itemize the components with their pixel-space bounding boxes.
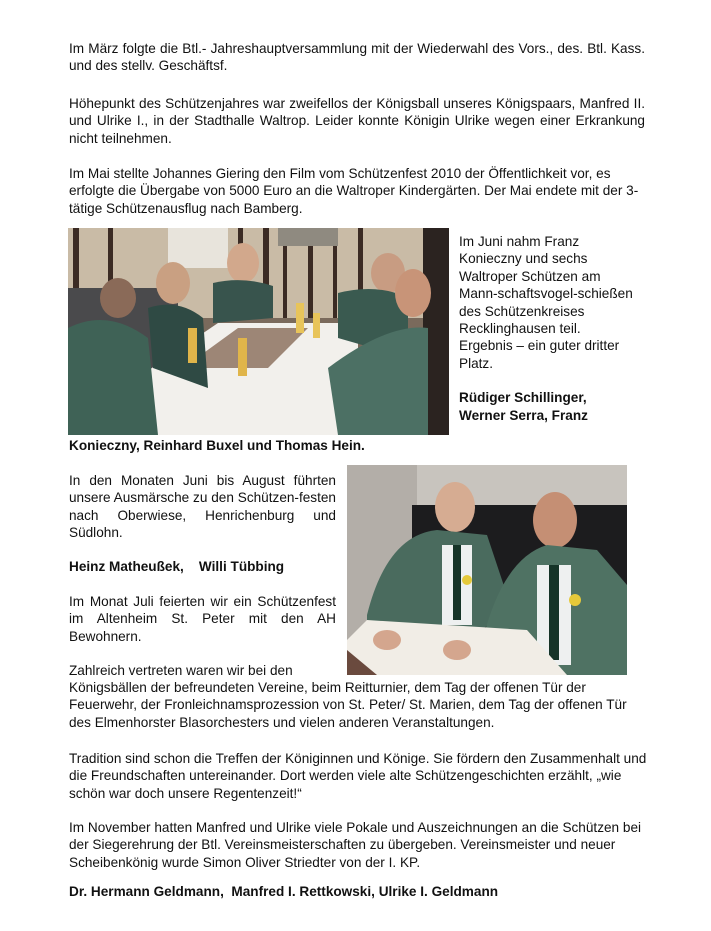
paragraph-zahlreich-part1: Zahlreich vertreten waren wir bei den — [69, 663, 293, 678]
paragraph-mai: Im Mai stellte Johannes Giering den Film vom Schützenfest 2010 der Öffentlichkeit vor, es erfolgte die Übergabe von 5000 Euro an die Waltroper Kindergärten. Der Mai endete mit der 3-tätige Schützenausflug nach Bamberg. — [69, 166, 639, 216]
paragraph-tradition: Tradition sind schon die Treffen der Königinnen und Könige. Sie fördern den Zusammenhalt und die Freundschaften untereinander. Dort werden viele alte Schützengeschichten erzählt, „wie schön war doch unsere Regentenzeit!“ — [69, 751, 647, 801]
photo-group-table — [68, 228, 449, 435]
sidebar-text-juni — [459, 233, 634, 424]
photo-two-men — [347, 465, 627, 675]
paragraph-november: Im November hatten Manfred und Ulrike viele Pokale und Auszeichnungen an die Schützen bei der Siegerehrung der Btl. Vereinsmeisterschaften zu übergeben. Vereinsmeister und neuer Scheibenkönig wurde Simon Oliver Striedter von der I. KP. — [69, 820, 642, 870]
paragraph-zahlreich-part2: Königsbällen der befreundeten Vereine, beim Reitturnier, dem Tag der offenen Tür der Feuerwehr, der Fronleichnamsprozession von St. Peter/ St. Marien, dem Tag der offenen Tür des Elmenhorster Blasorchesters und vielen anderen Veranstaltungen. — [69, 680, 627, 730]
two-men-photo-image — [347, 465, 627, 675]
paragraph-juni: Im Juni nahm Franz Konieczny und sechs Waltroper Schützen am Mann-schaftsvogel-schießen des Schützenkreises Recklinghausen teil. Ergebnis – ein guter dritter Platz. — [459, 234, 633, 371]
paragraph-juli: Im Monat Juli feierten wir ein Schützenfest im Altenheim St. Peter mit den AH Bewohnern. — [69, 594, 336, 644]
juni-authors-part2: Konieczny, Reinhard Buxel und Thomas Hein. — [69, 438, 365, 453]
juni-authors-part1: Rüdiger Schillinger, Werner Serra, Franz — [459, 390, 588, 423]
group-table-photo-image — [68, 228, 449, 435]
paragraph-maerz: Im März folgte die Btl.- Jahreshauptversammlung mit der Wiederwahl des Vors., des. Btl. Kass. und des stellv. Geschäftsf. — [69, 41, 645, 74]
paragraph-ausmaersche: In den Monaten Juni bis August führten unsere Ausmärsche zu den Schützen-festen nach Oberwiese, Henrichenburg und Südlohn. — [69, 473, 336, 541]
final-authors: Dr. Hermann Geldmann, Manfred I. Rettkowski, Ulrike I. Geldmann — [69, 884, 499, 899]
ausmaersche-authors: Heinz Matheußek, Willi Tübbing — [69, 559, 285, 574]
paragraph-hoehepunkt: Höhepunkt des Schützenjahres war zweifellos der Königsball unseres Königspaars, Manfred II. und Ulrike I., in der Stadthalle Waltrop. Leider konnte Königin Ulrike wegen einer Erkrankung nicht teilnehmen. — [69, 96, 645, 146]
